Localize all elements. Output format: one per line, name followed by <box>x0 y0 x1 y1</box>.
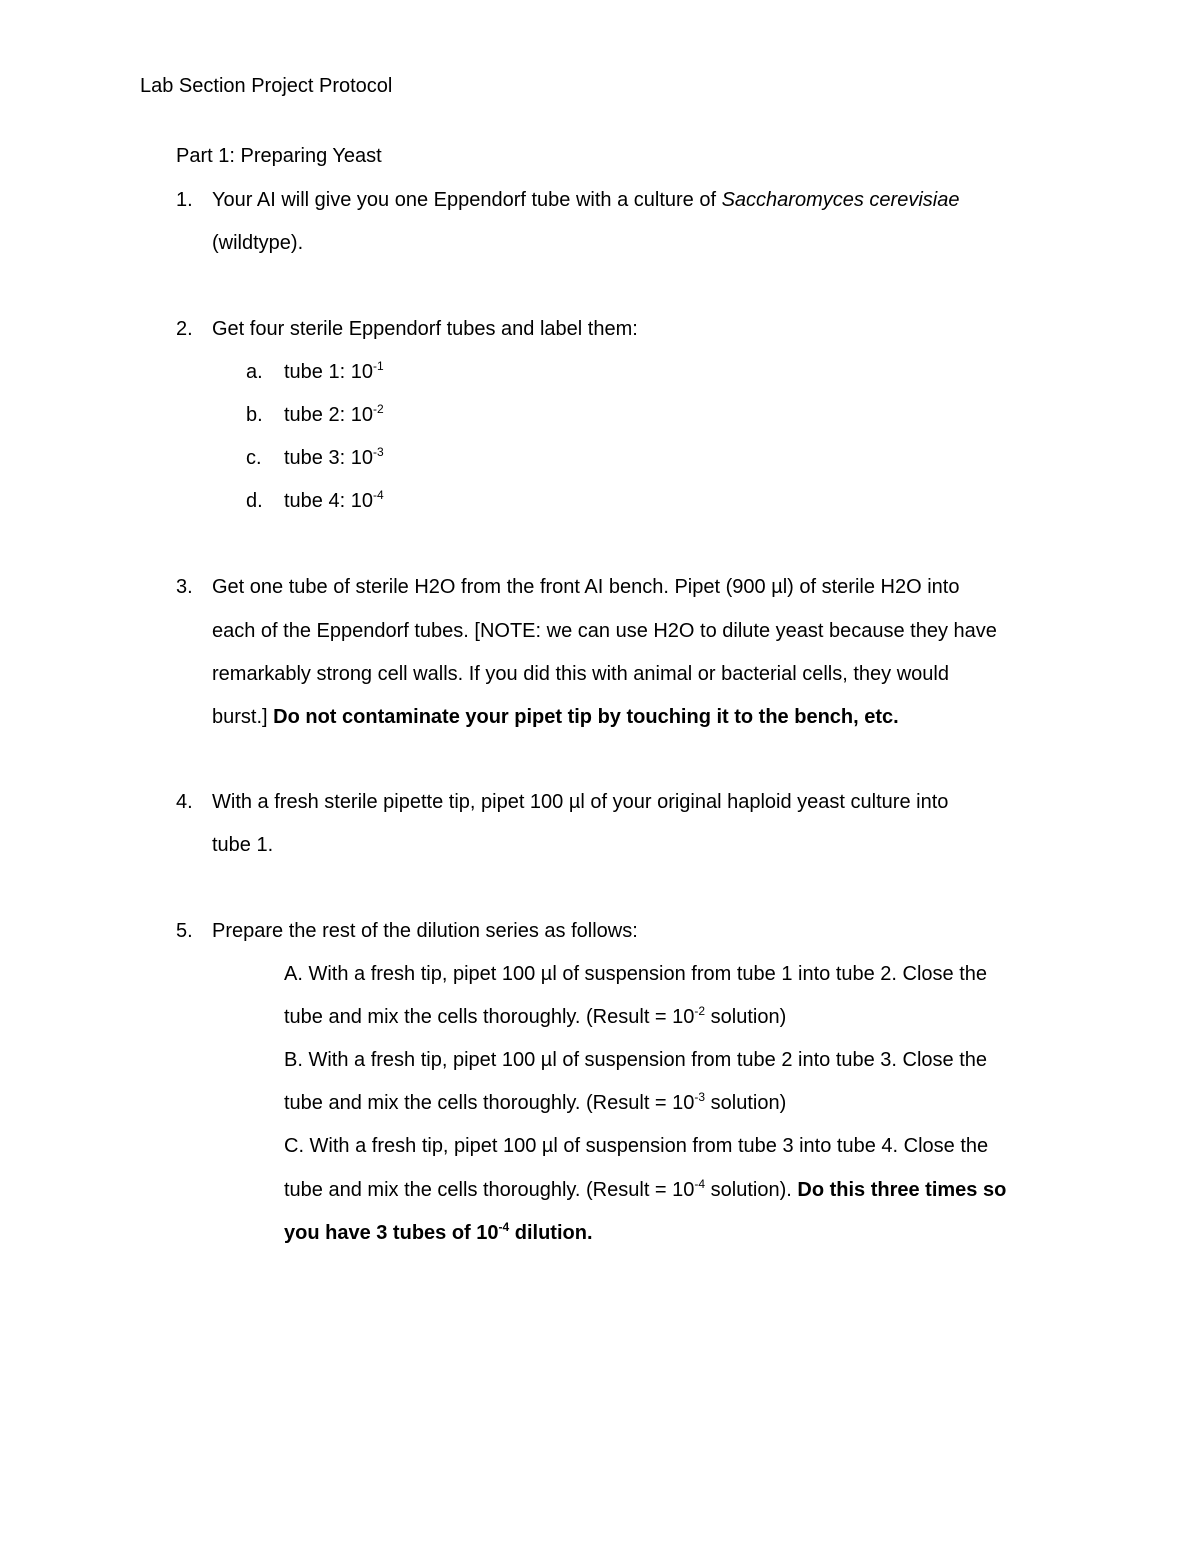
part-heading: Part 1: Preparing Yeast <box>176 145 382 167</box>
step-3-line-1: Get one tube of sterile H2O from the front AI bench. Pipet (900 µl) of sterile H2O into <box>212 576 960 598</box>
tube-label: tube 3: $10^{-3}$ <box>284 445 384 469</box>
tube-letter: d. <box>246 490 263 512</box>
species-name: Saccharomyces cerevisiae <box>721 189 960 211</box>
tube-letter: c. <box>246 447 262 469</box>
substep-c-line-3: you have 3 tubes of $10^{-4}$ dilution. <box>284 1220 593 1244</box>
step-3-line-2: each of the Eppendorf tubes. [NOTE: we can use H2O to dilute yeast because they have <box>212 620 997 642</box>
tube-label: tube 4: $10^{-4}$ <box>284 488 384 512</box>
step-1-line-1: Your AI will give you one Eppendorf tube with a culture of Saccharomyces cerevisiae <box>212 189 960 211</box>
substep-a-line-1: A. With a fresh tip, pipet 100 µl of suspension from tube 1 into tube 2. Close the <box>284 963 988 985</box>
tube-letter: b. <box>246 404 263 426</box>
step-4-line-1: With a fresh sterile pipette tip, pipet 100 µl of your original haploid yeast culture into <box>212 791 949 813</box>
step-3-line-3: remarkably strong cell walls. If you did this with animal or bacterial cells, they would <box>212 663 949 685</box>
substep-c-line-1: C. With a fresh tip, pipet 100 µl of suspension from tube 3 into tube 4. Close the <box>284 1135 989 1157</box>
step-number: 4. <box>176 791 193 813</box>
step-number: 1. <box>176 189 193 211</box>
step-5-text: Prepare the rest of the dilution series as follows: <box>212 920 638 942</box>
substep-a-line-2: tube and mix the cells thoroughly. (Result = $10^{-2}$ solution) <box>284 1004 787 1028</box>
substep-b-line-2: tube and mix the cells thoroughly. (Result = $10^{-3}$ solution) <box>284 1090 787 1114</box>
step-3-line-4: burst.] Do not contaminate your pipet tip by touching it to the bench, etc. <box>212 706 899 728</box>
tube-letter: a. <box>246 361 263 383</box>
step-number: 3. <box>176 576 193 598</box>
substep-b-line-1: B. With a fresh tip, pipet 100 µl of suspension from tube 2 into tube 3. Close the <box>284 1049 988 1071</box>
warning-text: Do not contaminate your pipet tip by touching it to the bench, etc. <box>273 706 899 728</box>
document-title: Lab Section Project Protocol <box>140 75 393 97</box>
step-1-line-2: (wildtype). <box>212 232 304 254</box>
step-number: 5. <box>176 920 193 942</box>
step-number: 2. <box>176 318 193 340</box>
emphasis-text: Do this three times so <box>797 1179 1007 1201</box>
step-2-text: Get four sterile Eppendorf tubes and label them: <box>212 318 638 340</box>
tube-label: tube 2: $10^{-2}$ <box>284 402 384 426</box>
substep-c-line-2: tube and mix the cells thoroughly. (Result = $10^{-4}$ solution). Do this three times so <box>284 1177 1007 1201</box>
step-4-line-2: tube 1. <box>212 834 274 856</box>
tube-label: tube 1: $10^{-1}$ <box>284 359 384 383</box>
